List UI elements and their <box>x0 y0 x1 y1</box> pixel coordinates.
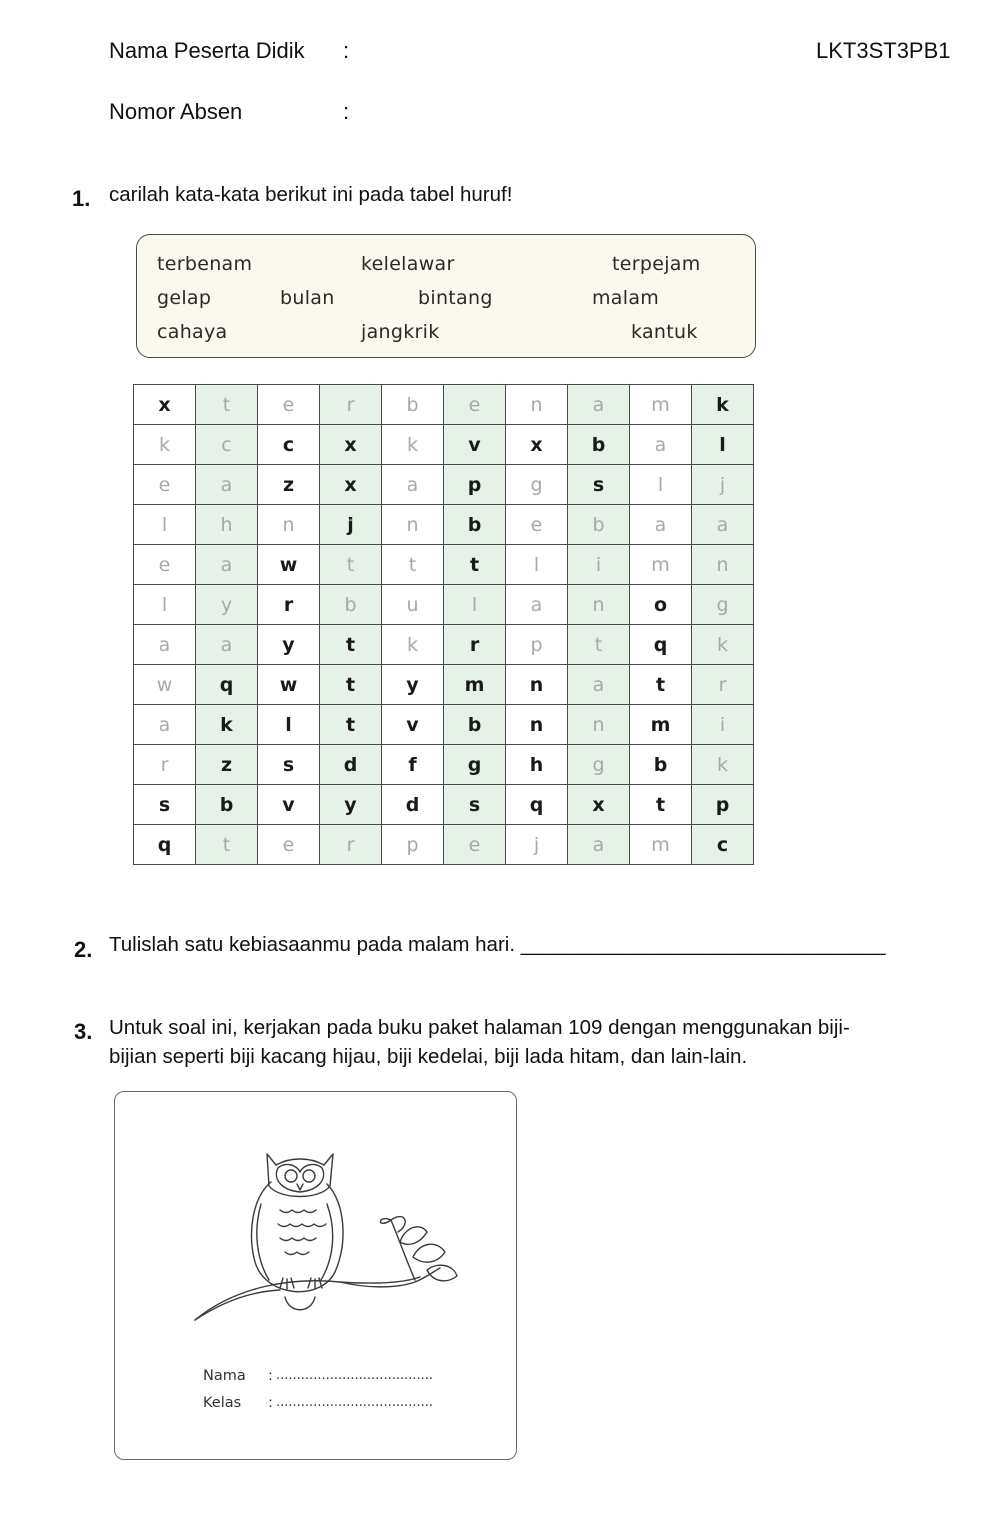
grid-cell[interactable]: s <box>568 465 630 505</box>
grid-cell[interactable]: i <box>692 705 754 745</box>
grid-cell[interactable]: k <box>382 425 444 465</box>
grid-cell[interactable]: k <box>692 385 754 425</box>
grid-cell[interactable]: y <box>196 585 258 625</box>
grid-cell[interactable]: x <box>134 385 196 425</box>
grid-row <box>134 425 754 465</box>
grid-cell[interactable]: t <box>630 665 692 705</box>
grid-cell[interactable]: j <box>506 825 568 865</box>
grid-cell[interactable]: t <box>320 665 382 705</box>
grid-cell[interactable]: g <box>568 745 630 785</box>
form-kelas-label: Kelas <box>203 1395 242 1411</box>
grid-cell[interactable]: a <box>630 425 692 465</box>
grid-cell[interactable]: n <box>506 665 568 705</box>
grid-cell[interactable]: l <box>258 705 320 745</box>
grid-cell[interactable]: e <box>444 825 506 865</box>
grid-cell[interactable]: a <box>630 505 692 545</box>
grid-cell[interactable]: b <box>630 745 692 785</box>
q1-text: carilah kata-kata berikut ini pada tabel huruf! <box>109 183 513 206</box>
word-item: terbenam <box>157 253 253 275</box>
grid-cell[interactable]: n <box>506 705 568 745</box>
word-search-grid <box>133 384 754 865</box>
grid-cell[interactable]: z <box>196 745 258 785</box>
grid-cell[interactable]: x <box>320 465 382 505</box>
grid-cell[interactable]: n <box>692 545 754 585</box>
word-item: gelap <box>157 287 212 309</box>
grid-cell[interactable]: v <box>382 705 444 745</box>
word-item: kelelawar <box>361 253 455 275</box>
grid-cell[interactable]: r <box>320 825 382 865</box>
grid-cell[interactable]: n <box>506 385 568 425</box>
grid-cell[interactable]: o <box>630 585 692 625</box>
grid-cell[interactable]: c <box>196 425 258 465</box>
grid-cell[interactable]: r <box>320 385 382 425</box>
word-item: cahaya <box>157 321 228 343</box>
word-item: kantuk <box>631 321 698 343</box>
grid-cell[interactable]: j <box>692 465 754 505</box>
grid-row <box>134 665 754 705</box>
grid-cell[interactable]: b <box>568 425 630 465</box>
grid-cell[interactable]: w <box>258 665 320 705</box>
q2-text: Tulislah satu kebiasaanmu pada malam hari. ________________________________ <box>109 933 886 956</box>
grid-cell[interactable]: m <box>630 385 692 425</box>
grid-cell[interactable]: m <box>630 825 692 865</box>
grid-cell[interactable]: k <box>134 425 196 465</box>
grid-cell[interactable]: m <box>630 545 692 585</box>
grid-cell[interactable]: q <box>506 785 568 825</box>
form-nama-line[interactable]: ...................................... <box>276 1368 434 1383</box>
grid-cell[interactable]: x <box>568 785 630 825</box>
grid-cell[interactable]: c <box>692 825 754 865</box>
absen-colon: : <box>343 99 350 124</box>
grid-cell[interactable]: b <box>382 385 444 425</box>
grid-cell[interactable]: n <box>568 585 630 625</box>
grid-cell[interactable]: k <box>196 705 258 745</box>
grid-cell[interactable]: m <box>444 665 506 705</box>
grid-cell[interactable]: a <box>568 825 630 865</box>
grid-cell[interactable]: p <box>382 825 444 865</box>
q1-number: 1. <box>72 186 91 211</box>
grid-cell[interactable]: e <box>258 385 320 425</box>
grid-cell[interactable]: a <box>568 665 630 705</box>
word-item: jangkrik <box>361 321 440 343</box>
grid-row <box>134 705 754 745</box>
grid-cell[interactable]: q <box>630 625 692 665</box>
word-item: malam <box>592 287 660 309</box>
grid-cell[interactable]: a <box>506 585 568 625</box>
grid-cell[interactable]: v <box>258 785 320 825</box>
grid-cell[interactable]: s <box>134 785 196 825</box>
grid-cell[interactable]: j <box>320 505 382 545</box>
grid-cell[interactable]: n <box>258 505 320 545</box>
grid-cell[interactable]: k <box>692 625 754 665</box>
grid-row <box>134 745 754 785</box>
grid-row <box>134 625 754 665</box>
grid-cell[interactable]: h <box>506 745 568 785</box>
grid-cell[interactable]: p <box>444 465 506 505</box>
grid-cell[interactable]: x <box>506 425 568 465</box>
grid-cell[interactable]: e <box>506 505 568 545</box>
grid-cell[interactable]: a <box>692 505 754 545</box>
grid-cell[interactable]: c <box>258 425 320 465</box>
grid-cell[interactable]: y <box>382 665 444 705</box>
grid-cell[interactable]: n <box>568 705 630 745</box>
name-label: Nama Peserta Didik <box>109 38 305 63</box>
form-nama-label: Nama <box>203 1368 246 1384</box>
q3-line2: bijian seperti biji kacang hijau, biji kedelai, biji lada hitam, dan lain-lain. <box>109 1045 748 1068</box>
grid-cell[interactable]: n <box>382 505 444 545</box>
grid-row <box>134 385 754 425</box>
grid-cell[interactable]: t <box>630 785 692 825</box>
grid-cell[interactable]: e <box>134 465 196 505</box>
grid-cell[interactable]: t <box>382 545 444 585</box>
grid-cell[interactable]: l <box>444 585 506 625</box>
grid-cell[interactable]: r <box>444 625 506 665</box>
grid-cell[interactable]: q <box>134 825 196 865</box>
grid-cell[interactable]: v <box>444 425 506 465</box>
grid-cell[interactable]: k <box>382 625 444 665</box>
grid-cell[interactable]: w <box>258 545 320 585</box>
word-item: terpejam <box>612 253 701 275</box>
grid-cell[interactable]: b <box>444 505 506 545</box>
grid-cell[interactable]: a <box>134 705 196 745</box>
grid-cell[interactable]: s <box>444 785 506 825</box>
grid-cell[interactable]: l <box>692 425 754 465</box>
grid-cell[interactable]: g <box>444 745 506 785</box>
owl-activity-box <box>114 1091 517 1460</box>
grid-cell[interactable]: t <box>444 545 506 585</box>
grid-cell[interactable]: s <box>258 745 320 785</box>
grid-row <box>134 585 754 625</box>
grid-cell[interactable]: b <box>568 505 630 545</box>
grid-cell[interactable]: u <box>382 585 444 625</box>
grid-cell[interactable]: d <box>320 745 382 785</box>
grid-cell[interactable]: a <box>134 625 196 665</box>
grid-cell[interactable]: a <box>196 465 258 505</box>
grid-cell[interactable]: l <box>134 505 196 545</box>
absen-label: Nomor Absen <box>109 99 243 124</box>
grid-cell[interactable]: t <box>320 545 382 585</box>
word-item: bulan <box>280 287 335 309</box>
grid-cell[interactable]: b <box>444 705 506 745</box>
grid-cell[interactable]: t <box>320 625 382 665</box>
grid-row <box>134 825 754 865</box>
form-nama-colon: : <box>268 1368 273 1384</box>
grid-cell[interactable]: b <box>196 785 258 825</box>
grid-cell[interactable]: a <box>196 545 258 585</box>
worksheet-code: LKT3ST3PB1 <box>816 38 951 63</box>
grid-cell[interactable]: q <box>196 665 258 705</box>
grid-cell[interactable]: w <box>134 665 196 705</box>
grid-cell[interactable]: l <box>506 545 568 585</box>
grid-cell[interactable]: p <box>692 785 754 825</box>
q3-number: 3. <box>74 1019 93 1044</box>
grid-cell[interactable]: p <box>506 625 568 665</box>
grid-row <box>134 785 754 825</box>
grid-cell[interactable]: k <box>692 745 754 785</box>
grid-cell[interactable]: r <box>258 585 320 625</box>
grid-cell[interactable]: a <box>568 385 630 425</box>
grid-cell[interactable]: t <box>568 625 630 665</box>
grid-cell[interactable]: b <box>320 585 382 625</box>
grid-cell[interactable]: g <box>692 585 754 625</box>
grid-cell[interactable]: y <box>320 785 382 825</box>
q3-line1: Untuk soal ini, kerjakan pada buku paket halaman 109 dengan menggunakan biji- <box>109 1016 850 1039</box>
q2-number: 2. <box>74 937 93 962</box>
grid-cell[interactable]: f <box>382 745 444 785</box>
grid-cell[interactable]: a <box>196 625 258 665</box>
grid-row <box>134 545 754 585</box>
name-colon: : <box>343 38 350 63</box>
grid-cell[interactable]: g <box>506 465 568 505</box>
form-kelas-colon: : <box>268 1395 273 1411</box>
grid-cell[interactable]: m <box>630 705 692 745</box>
grid-cell[interactable]: t <box>320 705 382 745</box>
grid-cell[interactable]: h <box>196 505 258 545</box>
grid-row <box>134 505 754 545</box>
grid-cell[interactable]: t <box>196 825 258 865</box>
grid-cell[interactable]: e <box>134 545 196 585</box>
form-kelas-line[interactable]: ...................................... <box>276 1395 434 1410</box>
grid-cell[interactable]: d <box>382 785 444 825</box>
grid-cell[interactable]: r <box>692 665 754 705</box>
grid-cell[interactable]: t <box>196 385 258 425</box>
grid-cell[interactable]: x <box>320 425 382 465</box>
grid-cell[interactable]: a <box>382 465 444 505</box>
grid-cell[interactable]: e <box>444 385 506 425</box>
grid-row <box>134 465 754 505</box>
grid-cell[interactable]: i <box>568 545 630 585</box>
word-item: bintang <box>418 287 493 309</box>
grid-cell[interactable]: l <box>134 585 196 625</box>
word-list-box <box>136 234 756 358</box>
grid-cell[interactable]: y <box>258 625 320 665</box>
grid-cell[interactable]: e <box>258 825 320 865</box>
grid-cell[interactable]: r <box>134 745 196 785</box>
grid-cell[interactable]: z <box>258 465 320 505</box>
grid-cell[interactable]: l <box>630 465 692 505</box>
